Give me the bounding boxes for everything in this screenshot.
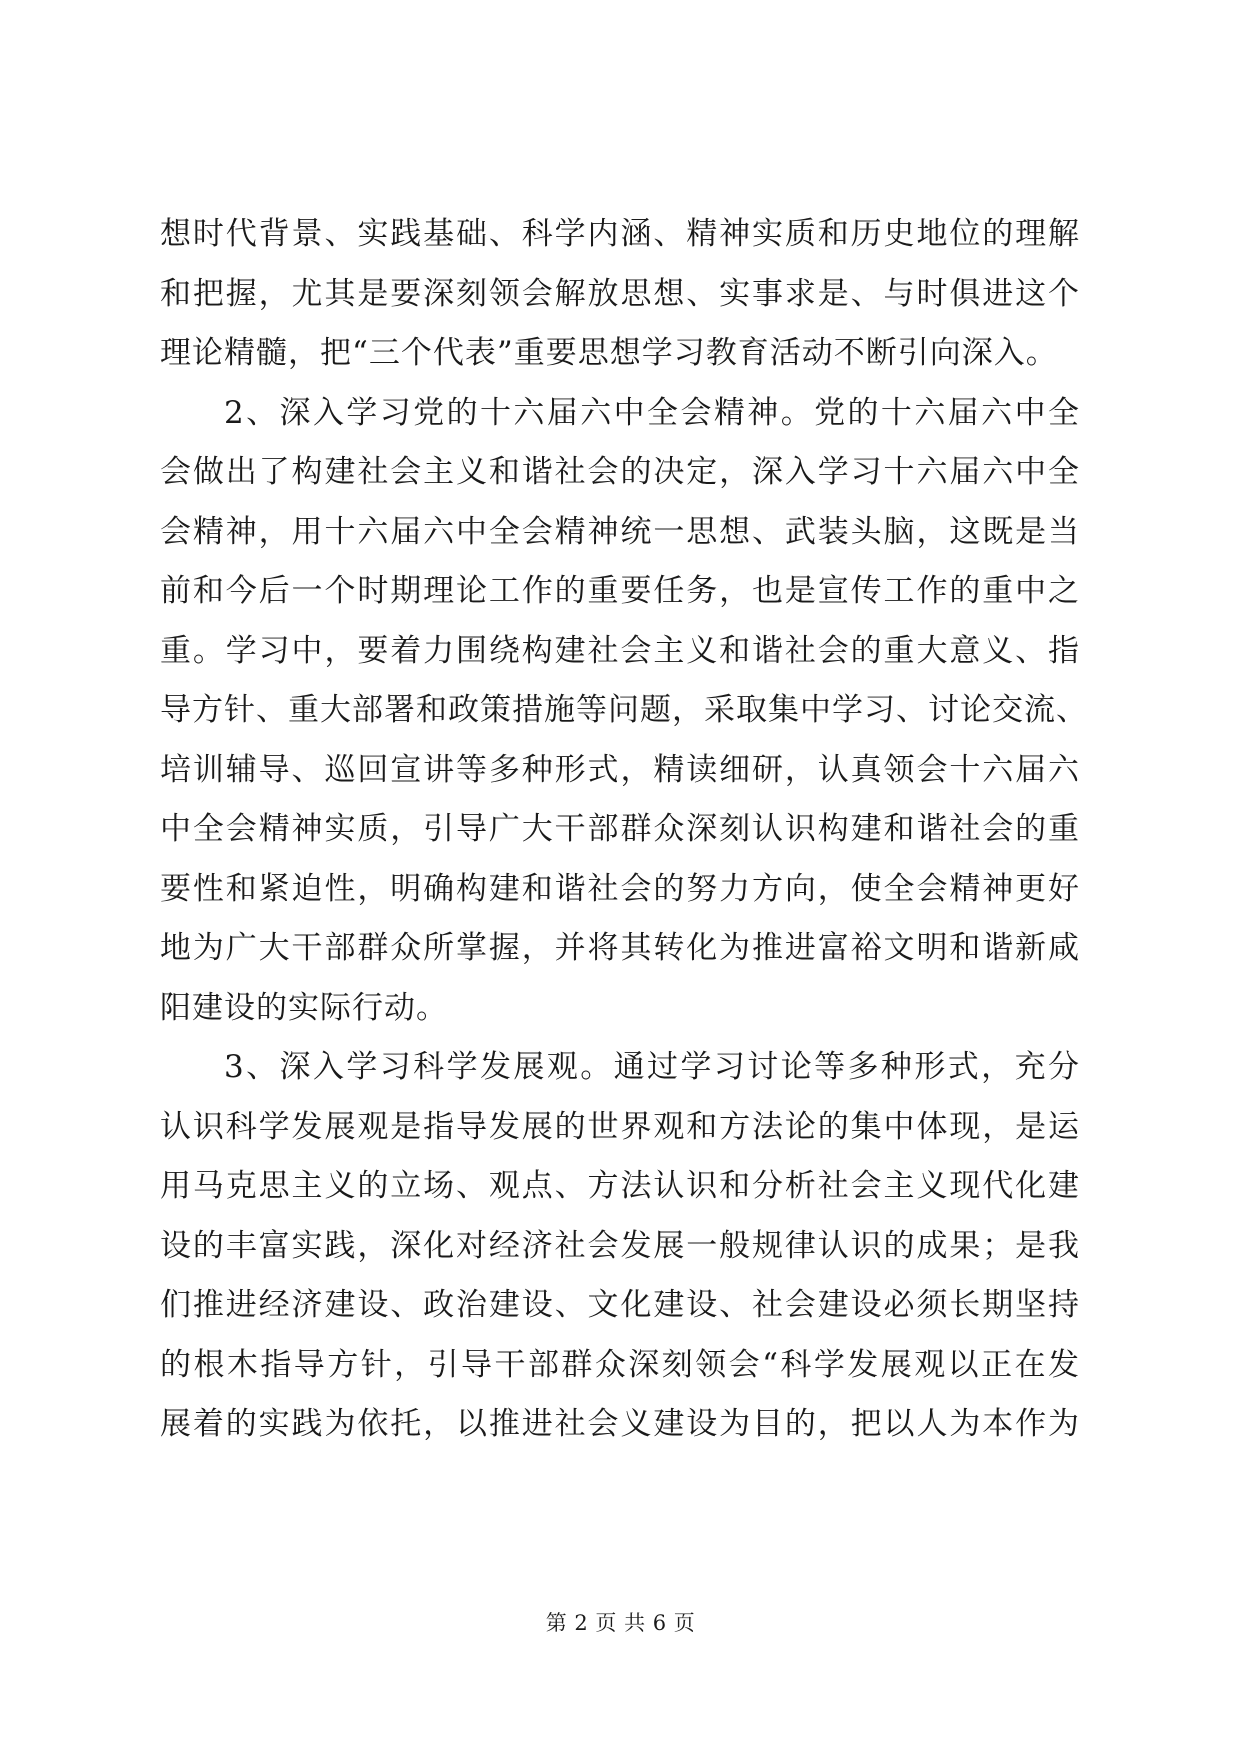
text-line: 认识科学发展观是指导发展的世界观和方法论的集中体现，是运 bbox=[160, 1108, 1080, 1145]
page-footer: 第 2 页 共 6 页 bbox=[545, 1611, 696, 1635]
body-text bbox=[160, 205, 1088, 1455]
text-line: 阳建设的实际行动。 bbox=[160, 989, 448, 1026]
text-line: 中全会精神实质，引导广大干部群众深刻认识构建和谐社会的重 bbox=[160, 811, 1080, 847]
text-line: 展着的实践为依托，以推进社会义建设为目的，把以人为本作为 bbox=[160, 1406, 1080, 1442]
text-line: 想时代背景、实践基础、科学内涵、精神实质和历史地位的理解 bbox=[160, 216, 1080, 252]
text-line: 会精神，用十六届六中全会精神统一思想、武装头脑，这既是当 bbox=[160, 513, 1080, 550]
text-line: 会做出了构建社会主义和谐社会的决定，深入学习十六届六中全 bbox=[160, 454, 1080, 490]
text-line: 理论精髓，把“三个代表”重要思想学习教育活动不断引向深入。 bbox=[160, 335, 1058, 371]
text-line: 要性和紧迫性，明确构建和谐社会的努力方向，使全会精神更好 bbox=[160, 870, 1080, 907]
text-line: 的根木指导方针，引导干部群众深刻领会“科学发展观以正在发 bbox=[160, 1346, 1080, 1383]
text-line: 地为广大干部群众所掌握，并将其转化为推进富裕文明和谐新咸 bbox=[160, 930, 1080, 966]
text-line: 设的丰富实践，深化对经济社会发展一般规律认识的成果；是我 bbox=[160, 1227, 1080, 1264]
text-line: 导方针、重大部署和政策措施等问题，采取集中学习、讨论交流、 bbox=[160, 692, 1088, 728]
text-line: 们推进经济建设、政治建设、文化建设、社会建设必须长期坚持 bbox=[160, 1287, 1080, 1323]
paragraph-first-line: 2、深入学习党的十六届六中全会精神。党的十六届六中全 bbox=[224, 394, 1080, 431]
text-line: 前和今后一个时期理论工作的重要任务，也是宣传工作的重中之 bbox=[160, 573, 1080, 609]
text-line: 用马克思主义的立场、观点、方法认识和分析社会主义现代化建 bbox=[160, 1168, 1080, 1204]
paragraph-first-line: 3、深入学习科学发展观。通过学习讨论等多种形式，充分 bbox=[224, 1049, 1080, 1085]
text-line: 培训辅导、巡回宣讲等多种形式，精读细研，认真领会十六届六 bbox=[160, 751, 1080, 788]
text-line: 和把握，尤其是要深刻领会解放思想、实事求是、与时俱进这个 bbox=[160, 275, 1080, 312]
text-line: 重。学习中，要着力围绕构建社会主义和谐社会的重大意义、指 bbox=[160, 632, 1080, 669]
